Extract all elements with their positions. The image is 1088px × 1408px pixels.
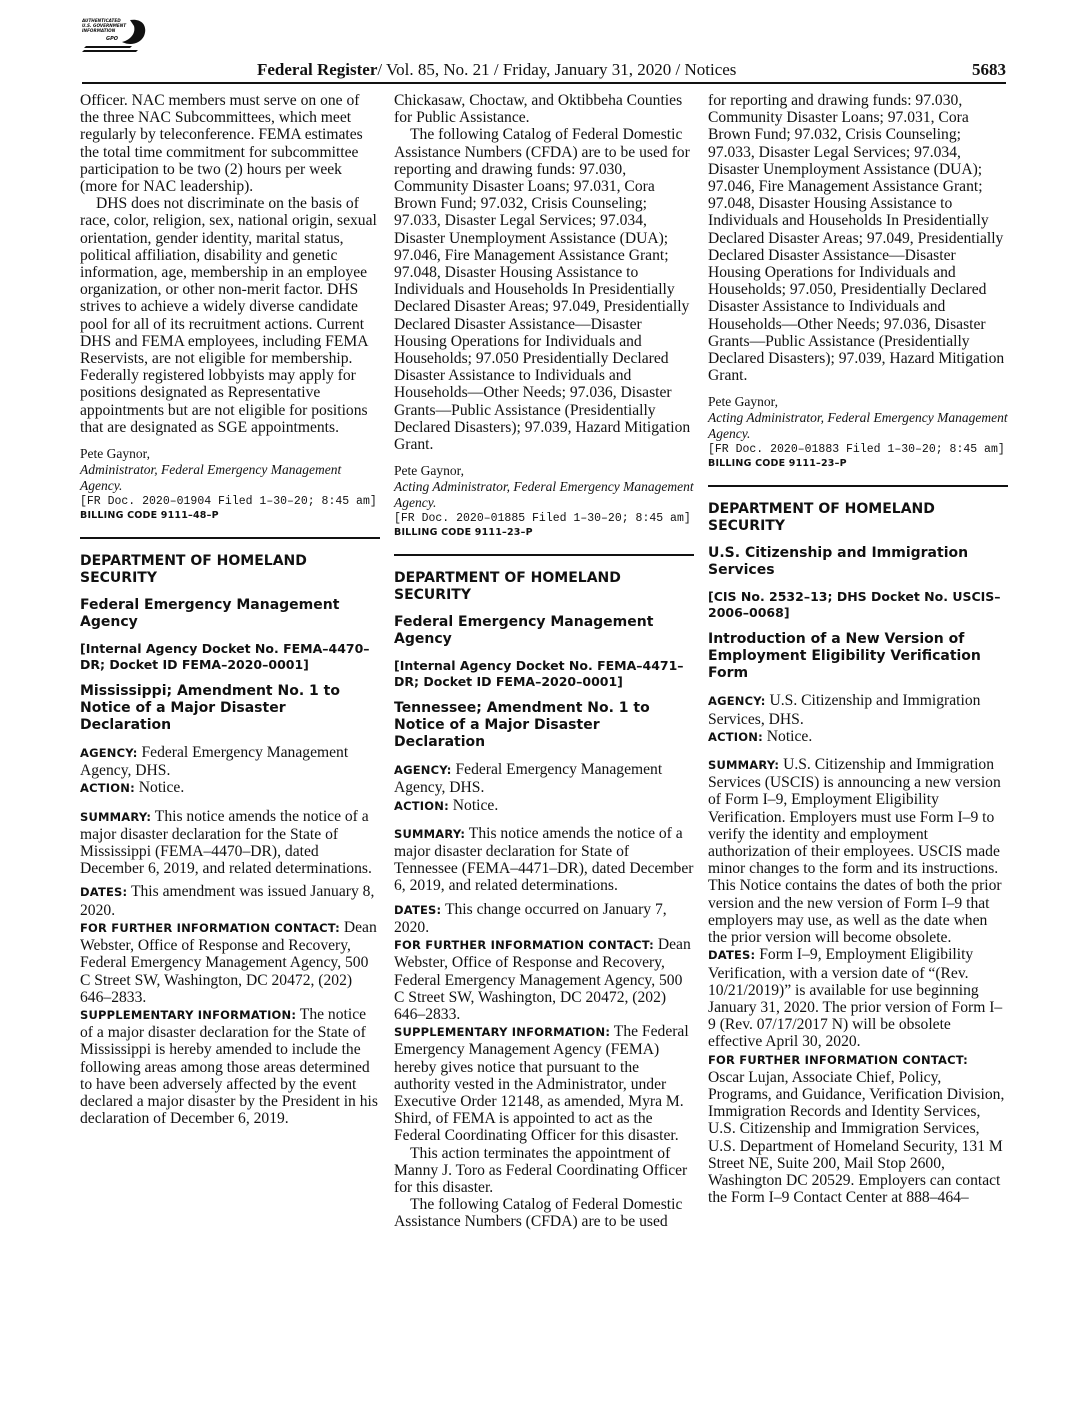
header-title	[257, 60, 736, 80]
publication-name: Federal Register	[257, 60, 378, 79]
summary-label: SUMMARY:	[80, 809, 152, 824]
department-heading: DEPARTMENT OF HOMELAND SECURITY	[708, 501, 935, 535]
gpo-eagle-icon	[82, 16, 152, 56]
action-line: ACTION: Notice.	[80, 779, 185, 797]
summary-paragraph: SUMMARY: This notice amends the notice of a major disaster declaration for State of Tennessee (FEMA–4471–DR), dated December 6, 2019, and related determinations.	[394, 824, 694, 895]
docket-number: [Internal Agency Docket No. FEMA–4471–DR; Docket ID FEMA–2020–0001]	[394, 658, 684, 690]
section-divider	[394, 554, 694, 556]
department-heading: DEPARTMENT OF HOMELAND SECURITY	[394, 570, 621, 604]
subagency-heading: U.S. Citizenship and Immigration Services	[708, 545, 969, 579]
signature-title: Acting Administrator, Federal Emergency Management Agency.	[394, 479, 694, 511]
agency-line: AGENCY: Federal Emergency Management Agency, DHS.	[394, 761, 663, 797]
action-label: ACTION:	[394, 798, 449, 813]
column-1	[80, 92, 380, 1127]
action-line: ACTION: Notice.	[394, 796, 499, 814]
action-line: ACTION: Notice.	[708, 727, 813, 745]
dates-label: DATES:	[80, 885, 128, 900]
billing-code: BILLING CODE 9111–23–P	[708, 458, 847, 470]
subagency-heading: Federal Emergency Management Agency	[80, 597, 340, 631]
supplementary-label: SUPPLEMENTARY INFORMATION:	[80, 1007, 297, 1022]
signature-title: Administrator, Federal Emergency Management Agency.	[80, 462, 342, 494]
page-number: 5683	[972, 60, 1006, 79]
subagency-heading: Federal Emergency Management Agency	[394, 614, 654, 648]
section-divider	[80, 537, 380, 539]
summary-label: SUMMARY:	[394, 826, 466, 841]
svg-text:INFORMATION: INFORMATION	[82, 28, 116, 33]
svg-text:AUTHENTICATED: AUTHENTICATED	[82, 18, 121, 23]
notice-title: Introduction of a New Version of Employment Eligibility Verification Form	[708, 631, 981, 682]
agency-line: AGENCY: Federal Emergency Management Agency, DHS.	[80, 744, 349, 780]
dates-label: DATES:	[394, 902, 442, 917]
agency-label: AGENCY:	[708, 694, 766, 709]
supplementary-label: SUPPLEMENTARY INFORMATION:	[394, 1025, 611, 1040]
signature-name: Pete Gaynor,	[708, 394, 778, 410]
paragraph: Officer. NAC members must serve on one of the three NAC Subcommittees, which meet regularly by teleconference. FEMA estimates the total time commitment for subcommittee participation to be two (2) hours per week (more for NAC leadership).	[80, 92, 363, 196]
paragraph: DHS does not discriminate on the basis of race, color, religion, sex, national origin, sexual orientation, gender identity, marital status, political affiliation, disability and genetic information, age, membership in an employee organization, or other non-merit factor. DHS strives to achieve a widely diverse candidate pool for all of its recruitment actions. Current DHS and FEMA employees, including FEMA Reservists, are not eligible for membership. Federally registered lobbyists may apply for positions designated as Representative appointments but are not eligible for positions that are designated as SGE appointments.	[80, 195, 377, 436]
contact-label: FOR FURTHER INFORMATION CONTACT:	[394, 938, 654, 953]
svg-text:U.S. GOVERNMENT: U.S. GOVERNMENT	[82, 23, 127, 28]
svg-text:GPO: GPO	[106, 36, 119, 42]
paragraph: Chickasaw, Choctaw, and Oktibbeha Counties for Public Assistance.	[394, 92, 683, 127]
supplementary-paragraph: SUPPLEMENTARY INFORMATION: The Federal Emergency Management Agency (FEMA) hereby gives notice that pursuant to the authority vested in the Administrator, under Executive Order 12148, as amended, Myra M. Shird, of FEMA is appointed to act as the Federal Coordinating Officer for this disaster.	[394, 1023, 689, 1145]
gpo-authenticated-logo	[82, 16, 152, 56]
agency-line: AGENCY: U.S. Citizenship and Immigration Services, DHS.	[708, 692, 981, 728]
paragraph: for reporting and drawing funds: 97.030, Community Disaster Loans; 97.031, Cora Brown Fund; 97.032, Crisis Counseling; 97.033, Disaster Legal Services; 97.034, Disaster Unemployment Assistance (DUA); 97.046, Fire Management Assistance Grant; 97.048, Disaster Housing Assistance to Individuals and Households In Presidentially Declared Disaster Areas; 97.049, Presidentially Declared Disaster Assistance—Disaster Housing Operations for Individuals and Households; 97.050, Presidentially Declared Disaster Assistance to Individuals and Households—Other Needs; 97.036, Disaster Grants—Public Assistance (Presidentially Declared Disasters); 97.039, Hazard Mitigation Grant.	[708, 92, 1005, 385]
notice-title: Tennessee; Amendment No. 1 to Notice of a Major Disaster Declaration	[394, 700, 650, 751]
dates-paragraph: DATES: This amendment was issued January 8, 2020.	[80, 883, 375, 919]
summary-paragraph: SUMMARY: This notice amends the notice of a major disaster declaration for the State of Mississippi (FEMA–4470–DR), dated December 6, 2019, and related determinations.	[80, 807, 372, 878]
billing-code: BILLING CODE 9111–48–P	[80, 510, 219, 522]
section-divider	[708, 485, 1008, 487]
column-3	[708, 92, 1008, 1206]
signature-title: Acting Administrator, Federal Emergency Management Agency.	[708, 410, 1008, 442]
billing-code: BILLING CODE 9111–23–P	[394, 527, 533, 539]
fr-doc-line: [FR Doc. 2020–01885 Filed 1–30–20; 8:45 am]	[394, 512, 691, 526]
contact-paragraph: FOR FURTHER INFORMATION CONTACT: Oscar Lujan, Associate Chief, Policy, Programs, and Guidance, Verification Division, Immigration Records and Identity Services, U.S. Citizenship and Immigration Services, U.S. Department of Homeland Security, 131 M Street NE, Suite 200, Mail Stop 2600, Washington DC 20529. Employers can contact the Form I–9 Contact Center at 888–464–	[708, 1052, 1005, 1207]
dates-paragraph: DATES: Form I–9, Employment Eligibility Verification, with a version date of “(Rev. 10/21/2019)” is available for use beginning January 31, 2020. The prior version of Form I–9 (Rev. 07/17/2017 N) will be obsolete effective April 30, 2020.	[708, 946, 1003, 1051]
dates-label: DATES:	[708, 948, 756, 963]
action-label: ACTION:	[80, 781, 135, 796]
action-label: ACTION:	[708, 729, 763, 744]
paragraph: This action terminates the appointment of Manny J. Toro as Federal Coordinating Officer for this disaster.	[394, 1144, 688, 1196]
column-2	[394, 92, 694, 1231]
notice-title: Mississippi; Amendment No. 1 to Notice of a Major Disaster Declaration	[80, 683, 340, 734]
docket-number: [Internal Agency Docket No. FEMA–4470–DR; Docket ID FEMA–2020–0001]	[80, 641, 370, 673]
summary-paragraph: SUMMARY: U.S. Citizenship and Immigration Services (USCIS) is announcing a new version of Form I–9, Employment Eligibility Verification. Employers must use Form I–9 to verify the identity and employment authorization of their employees. USCIS made minor changes to the form and its instructions. This Notice contains the dates of both the prior version and the new version of Form I–9 that employers may use, as well as the date when the prior version will become obsolete.	[708, 756, 1002, 947]
signature-name: Pete Gaynor,	[80, 446, 150, 462]
contact-label: FOR FURTHER INFORMATION CONTACT:	[80, 920, 340, 935]
summary-label: SUMMARY:	[708, 758, 780, 773]
fr-doc-line: [FR Doc. 2020–01904 Filed 1–30–20; 8:45 am]	[80, 495, 377, 509]
fr-doc-line: [FR Doc. 2020–01883 Filed 1–30–20; 8:45 am]	[708, 443, 1005, 457]
paragraph: The following Catalog of Federal Domestic Assistance Numbers (CFDA) are to be used for reporting and drawing funds: 97.030, Community Disaster Loans; 97.031, Cora Brown Fund; 97.032, Crisis Counseling; 97.033, Disaster Legal Services; 97.034, Disaster Unemployment Assistance (DUA); 97.046, Fire Management Assistance Grant; 97.048, Disaster Housing Assistance to Individuals and Households In Presidentially Declared Disaster Areas; 97.049, Presidentially Declared Disaster Assistance—Disaster Housing Operations for Individuals and Households; 97.050 Presidentially Declared Disaster Assistance to Individuals and Households—Other Needs; 97.036, Disaster Grants—Public Assistance (Presidentially Declared Disasters); 97.039, Hazard Mitigation Grant.	[394, 126, 691, 454]
contact-paragraph: FOR FURTHER INFORMATION CONTACT: Dean Webster, Office of Response and Recovery, Federal Emergency Management Agency, 500 C Street SW, Washington, DC 20472, (202) 646–2833.	[80, 918, 377, 1006]
header-rule	[82, 82, 1006, 84]
paragraph: The following Catalog of Federal Domestic Assistance Numbers (CFDA) are to be used	[394, 1196, 683, 1231]
department-heading: DEPARTMENT OF HOMELAND SECURITY	[80, 553, 307, 587]
dates-paragraph: DATES: This change occurred on January 7, 2020.	[394, 900, 667, 936]
agency-label: AGENCY:	[394, 763, 452, 778]
page-header	[82, 58, 1006, 80]
docket-number: [CIS No. 2532–13; DHS Docket No. USCIS–2006–0068]	[708, 589, 1001, 621]
contact-paragraph: FOR FURTHER INFORMATION CONTACT: Dean Webster, Office of Response and Recovery, Federal Emergency Management Agency, 500 C Street SW, Washington, DC 20472, (202) 646–2833.	[394, 936, 691, 1023]
supplementary-paragraph: SUPPLEMENTARY INFORMATION: The notice of a major disaster declaration for the State of Mississippi is hereby amended to include the following areas among those areas determined to have been adversely affected by the event declared a major disaster by the President in his declaration of December 6, 2019.	[80, 1005, 378, 1128]
signature-name: Pete Gaynor,	[394, 463, 464, 479]
issue-info: / Vol. 85, No. 21 / Friday, January 31, 2020 / Notices	[377, 60, 737, 79]
agency-label: AGENCY:	[80, 746, 138, 761]
contact-label: FOR FURTHER INFORMATION CONTACT:	[708, 1052, 968, 1067]
